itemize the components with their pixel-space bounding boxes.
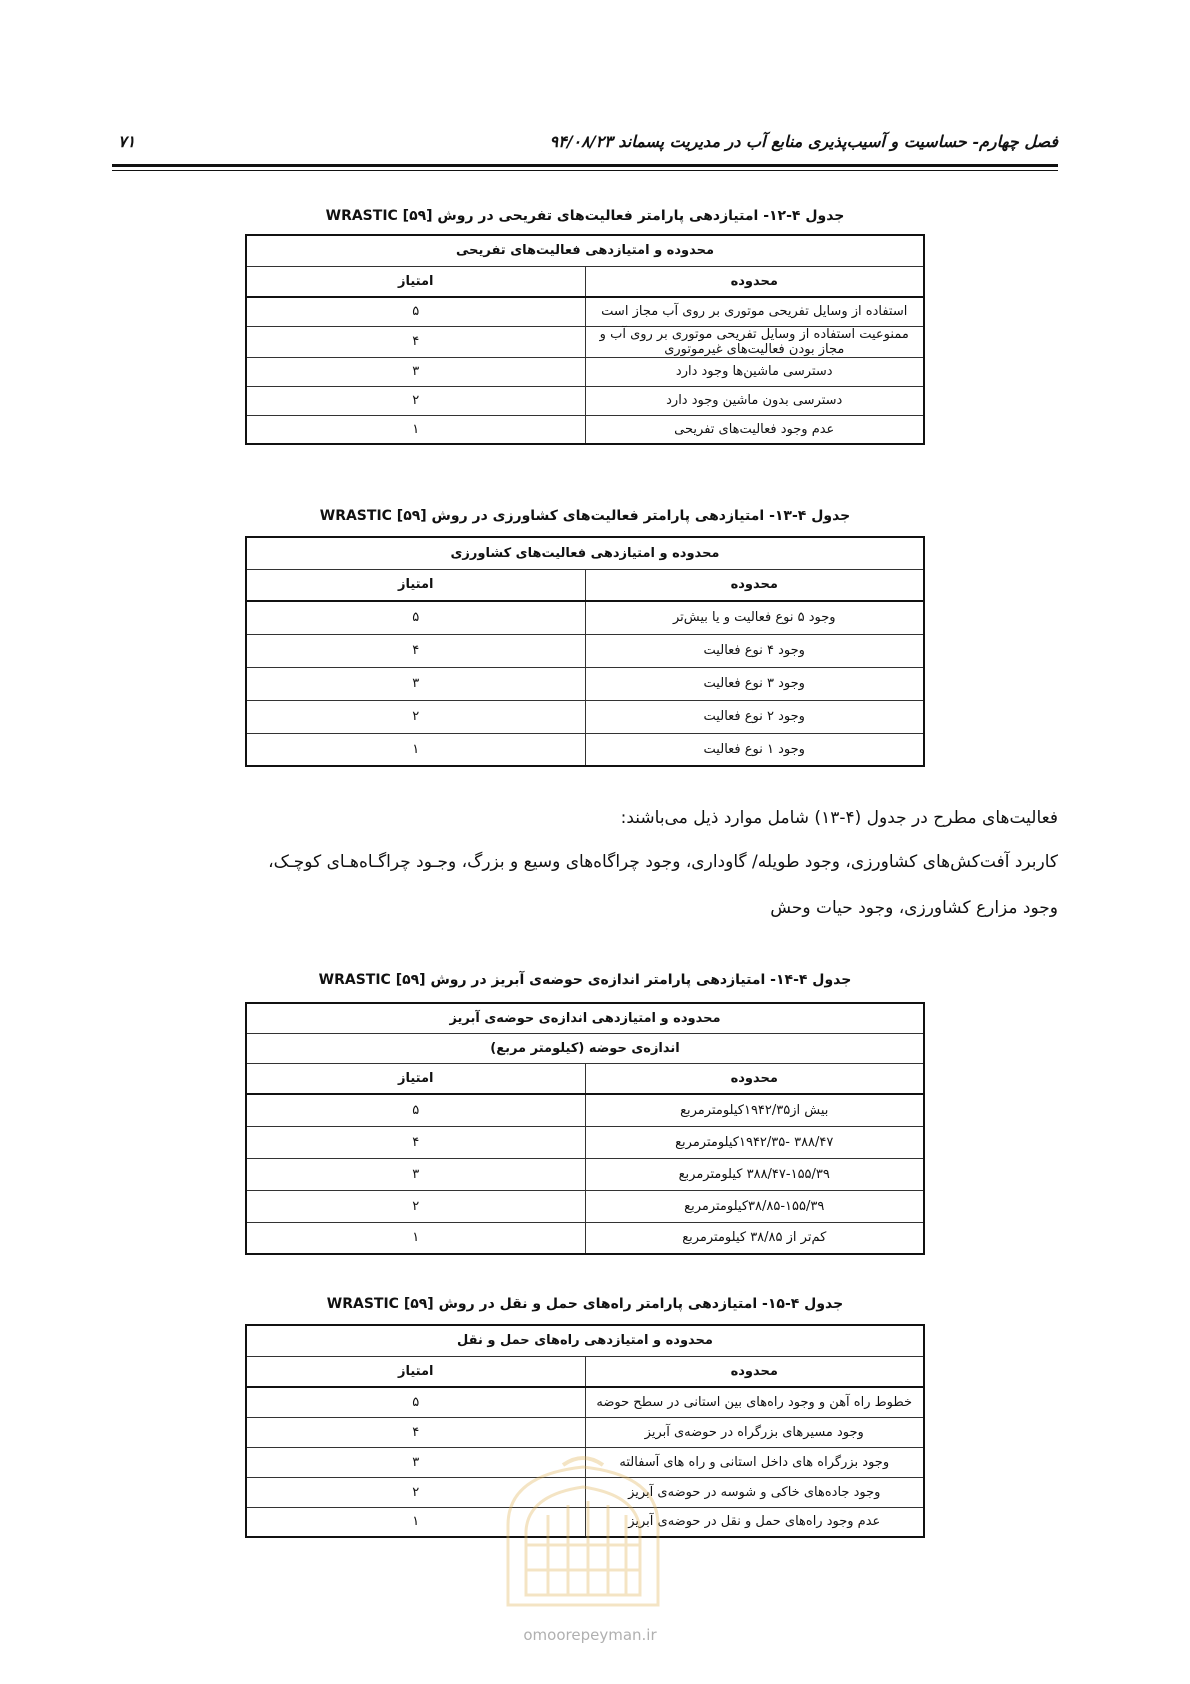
watermark-text: omoorepeyman.ir <box>523 1626 657 1644</box>
cell-range: دسترسی بدون ماشین وجود دارد <box>585 386 924 415</box>
table-caption-13: جدول ۴-۱۳- امتیازدهی پارامتر فعالیت‌های کشاورزی در روش WRASTIC [۵۹] <box>319 508 851 524</box>
cell-score: ۵ <box>246 1387 585 1417</box>
table-row <box>246 1190 924 1222</box>
table-row <box>246 634 924 667</box>
cell-range: وجود ۳ نوع فعالیت <box>585 667 924 700</box>
cell-range: ممنوعیت استفاده از وسایل تفریحی موتوری بر روی آب و مجاز بودن فعالیت‌های غیرموتوری <box>585 326 924 357</box>
seal-logo-icon <box>488 1455 678 1615</box>
cell-score: ۳ <box>246 667 585 700</box>
cell-score: ۱ <box>246 1222 585 1254</box>
table-row <box>246 1417 924 1447</box>
cell-range: عدم وجود راه‌های حمل و نقل در حوضه‌ی آبریز <box>585 1507 924 1537</box>
column-header-range: محدوده <box>585 569 924 601</box>
column-header-range: محدوده <box>585 1356 924 1387</box>
table-recreation <box>245 234 925 445</box>
page-header <box>112 128 1058 158</box>
table-row <box>246 1158 924 1190</box>
cell-score: ۴ <box>246 326 585 357</box>
cell-range: ۳۸۸/۴۷-۱۵۵/۳۹ کیلومترمربع <box>585 1158 924 1190</box>
cell-range: دسترسی ماشین‌ها وجود دارد <box>585 357 924 386</box>
header-rule-thick <box>112 164 1058 167</box>
cell-range: وجود ۱ نوع فعالیت <box>585 733 924 766</box>
cell-range: وجود مسیرهای بزرگراه در حوضه‌ی آبریز <box>585 1417 924 1447</box>
cell-range: وجود جاده‌های خاکی و شوسه در حوضه‌ی آبریز <box>585 1477 924 1507</box>
cell-range: وجود بزرگراه های داخل استانی و راه های آسفالته <box>585 1447 924 1477</box>
table-row <box>246 733 924 766</box>
table-row <box>246 357 924 386</box>
header-rule-thin <box>112 170 1058 171</box>
cell-range: وجود ۵ نوع فعالیت و یا بیش‌تر <box>585 601 924 634</box>
paragraph-intro: فعالیت‌های مطرح در جدول (۴-۱۳) شامل موارد ذیل می‌باشند: <box>620 808 1058 828</box>
cell-score: ۱ <box>246 733 585 766</box>
table-basin-size <box>245 1002 925 1255</box>
table-caption-12: جدول ۴-۱۲- امتیازدهی پارامتر فعالیت‌های تفریحی در روش WRASTIC [۵۹] <box>325 208 845 224</box>
column-header-score: امتیاز <box>246 266 585 297</box>
column-header-score: امتیاز <box>246 569 585 601</box>
paragraph-line-2: وجود مزارع کشاورزی، وجود حیات وحش <box>770 898 1058 918</box>
cell-score: ۱ <box>246 1507 585 1537</box>
table-header-title: محدوده و امتیازدهی راه‌های حمل و نقل <box>246 1325 924 1356</box>
table-caption-14: جدول ۴-۱۴- امتیازدهی پارامتر اندازه‌ی حوضه‌ی آبریز در روش WRASTIC [۵۹] <box>318 972 852 988</box>
table-row <box>246 326 924 357</box>
cell-range: ۳۸۸/۴۷ -۱۹۴۲/۳۵کیلومترمربع <box>585 1126 924 1158</box>
cell-score: ۴ <box>246 1417 585 1447</box>
table-row <box>246 601 924 634</box>
cell-score: ۲ <box>246 1190 585 1222</box>
cell-range: عدم وجود فعالیت‌های تفریحی <box>585 415 924 444</box>
cell-range: وجود ۲ نوع فعالیت <box>585 700 924 733</box>
cell-score: ۳ <box>246 357 585 386</box>
table-row <box>246 297 924 326</box>
cell-score: ۳ <box>246 1158 585 1190</box>
cell-range: استفاده از وسایل تفریحی موتوری بر روی آب مجاز است <box>585 297 924 326</box>
cell-range: بیش از۱۹۴۲/۳۵کیلومترمربع <box>585 1094 924 1126</box>
cell-score: ۵ <box>246 1094 585 1126</box>
header-title: فصل چهارم- حساسیت و آسیب‌پذیری منابع آب در مدیریت پسماند ۹۴/۰۸/۲۳ <box>549 132 1058 151</box>
table-row <box>246 415 924 444</box>
page-number: ۷۱ <box>118 132 136 151</box>
table-row <box>246 386 924 415</box>
cell-range: خطوط راه آهن و وجود راه‌های بین استانی در سطح حوضه <box>585 1387 924 1417</box>
column-header-range: محدوده <box>585 1063 924 1094</box>
cell-range: وجود ۴ نوع فعالیت <box>585 634 924 667</box>
cell-score: ۲ <box>246 700 585 733</box>
cell-score: ۲ <box>246 386 585 415</box>
cell-score: ۴ <box>246 1126 585 1158</box>
column-header-score: امتیاز <box>246 1063 585 1094</box>
table-row <box>246 667 924 700</box>
table-caption-15: جدول ۴-۱۵- امتیازدهی پارامتر راه‌های حمل و نقل در روش WRASTIC [۵۹] <box>326 1296 844 1312</box>
cell-score: ۳ <box>246 1447 585 1477</box>
table-header-subtitle: اندازه‌ی حوضه (کیلومتر مربع) <box>246 1033 924 1063</box>
paragraph-line-1: کاربرد آفت‌کش‌های کشاورزی، وجود طویله/ گاوداری، وجود چراگاه‌های وسیع و بزرگ، وجـود چراگـاه‌هـای کوچـک، <box>268 852 1058 872</box>
cell-score: ۲ <box>246 1477 585 1507</box>
table-header-title: محدوده و امتیازدهی فعالیت‌های تفریحی <box>246 235 924 266</box>
table-row <box>246 1387 924 1417</box>
table-header-title: محدوده و امتیازدهی اندازه‌ی حوضه‌ی آبریز <box>246 1003 924 1033</box>
table-row <box>246 1126 924 1158</box>
cell-range: ۳۸/۸۵-۱۵۵/۳۹کیلومترمربع <box>585 1190 924 1222</box>
cell-score: ۱ <box>246 415 585 444</box>
table-row <box>246 1094 924 1126</box>
table-row <box>246 1222 924 1254</box>
column-header-score: امتیاز <box>246 1356 585 1387</box>
cell-score: ۵ <box>246 297 585 326</box>
cell-range: کم‌تر از ۳۸/۸۵ کیلومترمربع <box>585 1222 924 1254</box>
cell-score: ۴ <box>246 634 585 667</box>
table-header-title: محدوده و امتیازدهی فعالیت‌های کشاورزی <box>246 537 924 569</box>
column-header-range: محدوده <box>585 266 924 297</box>
table-row <box>246 700 924 733</box>
cell-score: ۵ <box>246 601 585 634</box>
table-agriculture <box>245 536 925 767</box>
